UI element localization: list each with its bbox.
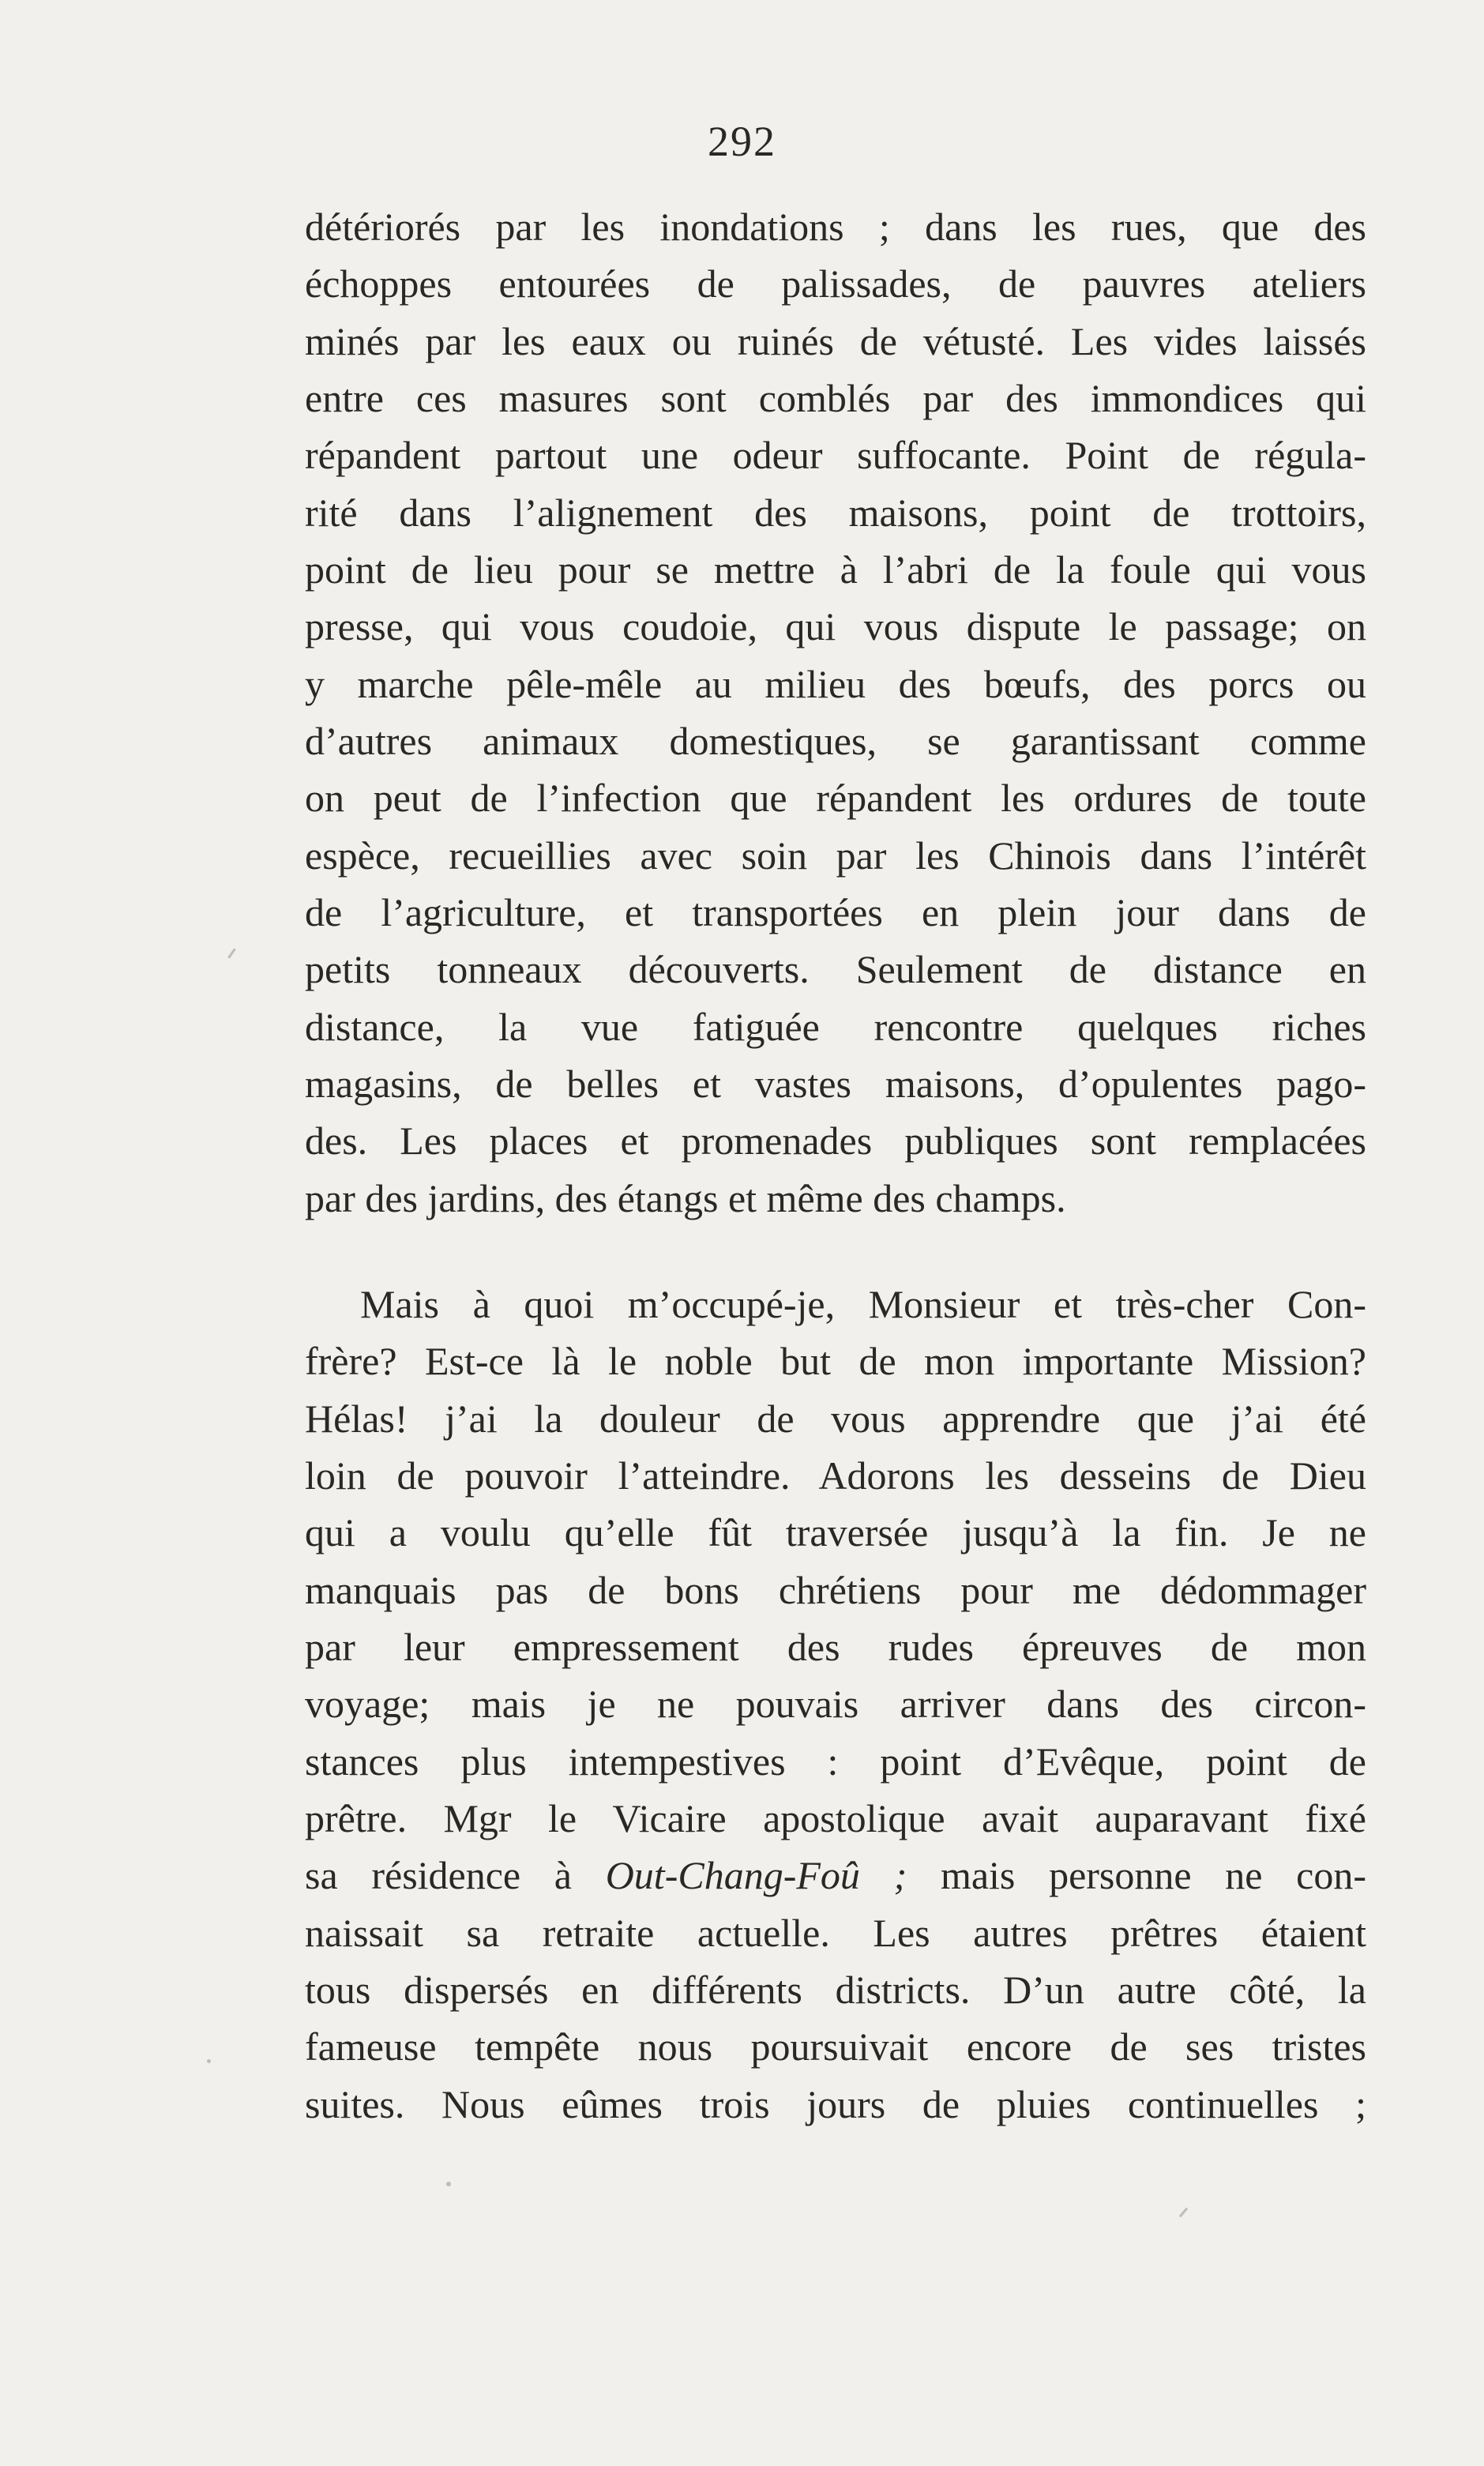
text-segment: mais personne ne con- [907, 1853, 1366, 1897]
text-line: petits tonneaux découverts. Seulement de distance en [305, 947, 1366, 991]
paper-speck [207, 2059, 211, 2063]
text-line: Mais à quoi m’occupé-je, Monsieur et très-cher Con- [360, 1282, 1366, 1326]
text-line: fameuse tempête nous poursuivait encore de ses tristes [305, 2024, 1366, 2069]
text-line: manquais pas de bons chrétiens pour me dédommager [305, 1568, 1366, 1612]
text-line: on peut de l’infection que répandent les ordures de toute [305, 776, 1366, 820]
text-line: frère? Est-ce là le noble but de mon importante Mission? [305, 1339, 1366, 1383]
text-line: loin de pouvoir l’atteindre. Adorons les desseins de Dieu [305, 1453, 1366, 1498]
text-line: y marche pêle-mêle au milieu des bœufs, des porcs ou [305, 662, 1366, 706]
page-number: 292 [708, 118, 776, 165]
text-line: des. Les places et promenades publiques sont remplacées [305, 1118, 1366, 1163]
text-line: par leur empressement des rudes épreuves de mon [305, 1625, 1366, 1669]
text-line: voyage; mais je ne pouvais arriver dans des circon- [305, 1682, 1366, 1726]
text-line: point de lieu pour se mettre à l’abri de la foule qui vous [305, 547, 1366, 592]
text-line: par des jardins, des étangs et même des champs. [305, 1176, 1066, 1220]
text-line [305, 1848, 1366, 1903]
text-line: échoppes entourées de palissades, de pauvres ateliers [305, 261, 1366, 306]
text-line: suites. Nous eûmes trois jours de pluies continuelles ; [305, 2082, 1366, 2126]
text-line: stances plus intempestives : point d’Evêque, point de [305, 1739, 1366, 1784]
text-line: rité dans l’alignement des maisons, point de trottoirs, [305, 491, 1366, 535]
text-line: de l’agriculture, et transportées en plein jour dans de [305, 890, 1366, 934]
paper-speck [227, 948, 235, 958]
place-name: Out-Chang-Foû ; [605, 1853, 907, 1897]
text-line: d’autres animaux domestiques, se garantissant comme [305, 719, 1366, 763]
paper-speck [446, 2182, 451, 2186]
text-line: naissait sa retraite actuelle. Les autres prêtres étaient [305, 1911, 1366, 1955]
text-line: entre ces masures sont comblés par des immondices qui [305, 376, 1366, 420]
text-line: minés par les eaux ou ruinés de vétusté. Les vides laissés [305, 319, 1366, 363]
text-segment: sa résidence à [305, 1853, 606, 1897]
text-line: Hélas! j’ai la douleur de vous apprendre que j’ai été [305, 1397, 1366, 1441]
text-line: tous dispersés en différents districts. D’un autre côté, la [305, 1968, 1366, 2012]
text-line: qui a voulu qu’elle fût traversée jusqu’à la fin. Je ne [305, 1510, 1366, 1554]
text-line: distance, la vue fatiguée rencontre quelques riches [305, 1005, 1366, 1049]
text-line: presse, qui vous coudoie, qui vous dispute le passage; on [305, 604, 1366, 648]
text-line: magasins, de belles et vastes maisons, d’opulentes pago- [305, 1062, 1366, 1106]
paper-speck [1179, 2208, 1188, 2218]
text-line: détériorés par les inondations ; dans les rues, que des [305, 205, 1366, 249]
text-line: espèce, recueillies avec soin par les Chinois dans l’intérêt [305, 833, 1366, 878]
text-line: prêtre. Mgr le Vicaire apostolique avait auparavant fixé [305, 1796, 1366, 1840]
text-line: répandent partout une odeur suffocante. Point de régula- [305, 433, 1366, 477]
